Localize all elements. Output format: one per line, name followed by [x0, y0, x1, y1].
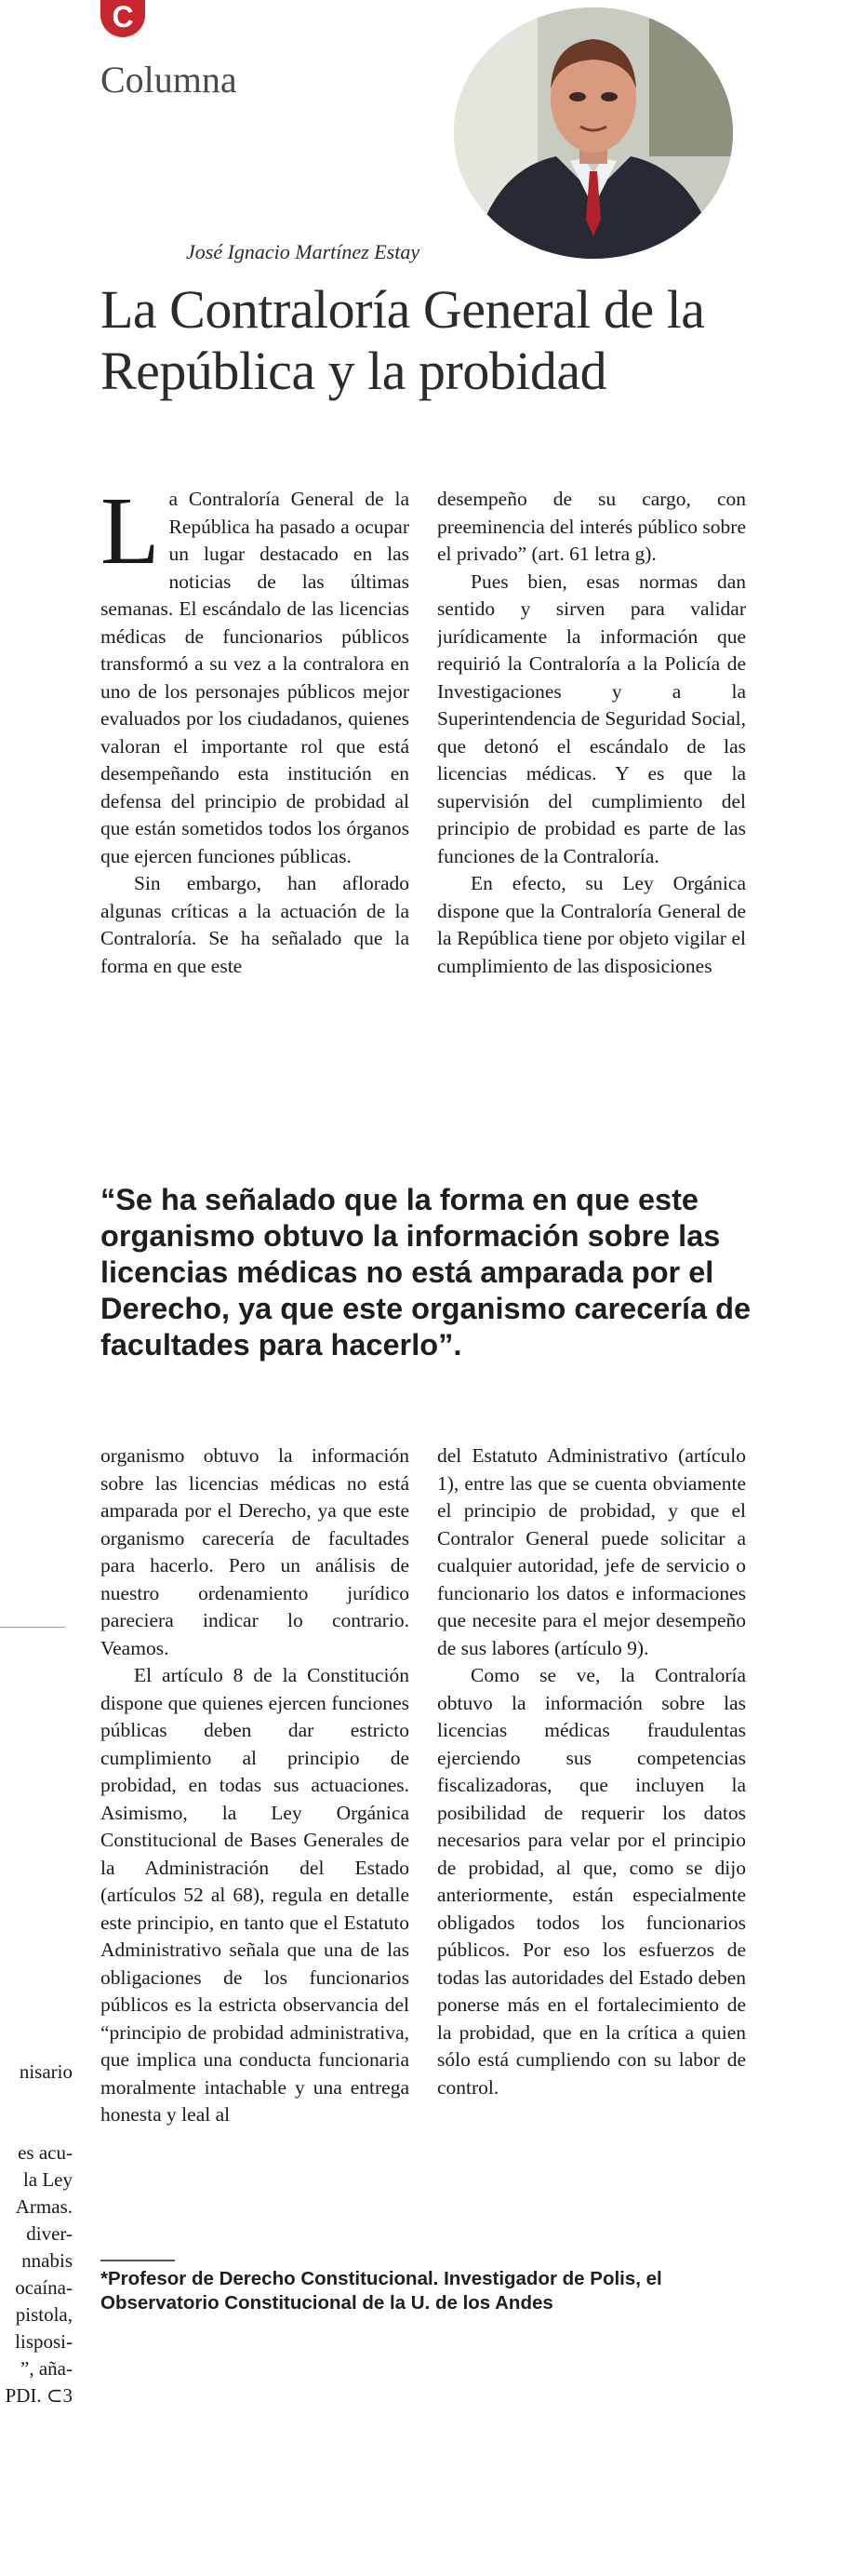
article-title: La Contraloría General de la República y la probidad: [100, 279, 705, 401]
fragment-line: ”, aña-: [20, 2357, 73, 2380]
footnote-divider: [100, 2260, 175, 2261]
fragment-line: diver-: [26, 2222, 73, 2245]
paragraph: El artículo 8 de la Constitución dispone que quienes ejercen funciones públicas deben dar estricto cumplimiento al principio de probidad, en todas sus actuaciones. Asimismo, la Ley Orgánica Constitucional de Bases Generales de la Administración del Estado (artículos 52 al 68), regula en detalle este principio, en tanto que el Estatuto Administrativo señala que una de las obligaciones de los funcionarios públicos es la estricta observancia del “principio de probidad administrativa, que implica una conducta funcionaria moralmente intachable y una entrega honesta y leal al: [100, 1664, 409, 2126]
adjacent-article-divider: [0, 1627, 65, 1628]
fragment-line: Armas.: [15, 2195, 73, 2218]
paragraph: Como se ve, la Contraloría obtuvo la información sobre las licencias médicas fraudulentas ejerciendo sus competencias fiscalizadoras, que incluyen la posibilidad de requerir los datos necesarios para velar por el principio de probidad, al que, como se dijo anteriormente, están especialmente obligados todos los funcionarios públicos. Por eso los esfuerzos de todas las autoridades del Estado deben ponerse más en el fortalecimiento de la probidad, que en la crítica a quien sólo está cumpliendo con su labor de control.: [437, 1664, 746, 2099]
section-badge: C: [100, 0, 145, 37]
upper-right-column-frame: [437, 486, 753, 1145]
fragment-line: pistola,: [15, 2303, 73, 2326]
section-label: Columna: [100, 59, 237, 101]
fragment-line: es acu-: [18, 2141, 73, 2164]
paragraph: Sin embargo, han aflorado algunas críticas a la actuación de la Contraloría. Se ha señalado que la forma en que este: [100, 872, 409, 977]
drop-cap: L: [100, 486, 160, 584]
paragraph: a Contraloría General de la República ha pasado a ocupar un lugar destacado en las noticias de las últimas semanas. El escándalo de las licencias médicas de funcionarios públicos transformó a su vez a la contralora en uno de los personajes públicos mejor evaluados por los ciudadanos, quienes valoran el importante rol que está desempeñando esta institución en defensa del principio de probidad al que están sometidos todos los órganos que ejercen funciones públicas.: [100, 488, 409, 867]
fragment-line: nisario: [19, 2060, 73, 2083]
upper-left-column-frame: [100, 486, 417, 1145]
author-portrait-icon: [454, 7, 733, 259]
lower-left-column: [100, 1442, 409, 2129]
fragment-line: ocaína-: [15, 2276, 73, 2299]
fragment-line: nnabis: [21, 2249, 73, 2272]
fragment-line: PDI. ⊂3: [5, 2384, 73, 2407]
paragraph: En efecto, su Ley Orgánica dispone que la Contraloría General de la República tiene por objeto vigilar el cumplimiento de las disposiciones: [437, 872, 746, 977]
paragraph: desempeño de su cargo, con preeminencia del interés público sobre el privado” (art. 61 letra g).: [437, 488, 746, 565]
fragment-line: lisposi-: [15, 2330, 73, 2353]
paragraph: Pues bien, esas normas dan sentido y sirven para validar jurídicamente la información que requirió la Contraloría a la Policía de Investigaciones y a la Superintendencia de Seguridad Social, que detonó el escándalo de las licencias médicas. Y es que la supervisión del cumplimiento del principio de probidad es parte de las funciones de la Contraloría.: [437, 570, 746, 867]
author-footnote: *Profesor de Derecho Constitucional. Investigador de Polis, el Observatorio Constitucional de la U. de los Andes: [100, 2268, 662, 2314]
upper-right-column: [437, 486, 746, 980]
lower-right-column: [437, 1442, 746, 2101]
fragment-line: la Ley: [22, 2168, 73, 2191]
paragraph: organismo obtuvo la información sobre las licencias médicas no está amparada por el Derecho, ya que este organismo carecería de facultades para hacerlo. Pero un análisis de nuestro ordenamiento jurídico pareciera indicar lo contrario. Veamos.: [100, 1444, 409, 1659]
upper-left-column: [100, 486, 409, 980]
adjacent-article-fragment: [0, 2059, 73, 2409]
author-byline: José Ignacio Martínez Estay: [186, 240, 420, 263]
pull-quote: “Se ha señalado que la forma en que este organismo obtuvo la información sobre las licencias médicas no está amparada por el Derecho, ya que este organismo carecería de facultades para hacerlo”.: [100, 1183, 752, 1362]
author-photo: [454, 7, 733, 259]
paragraph: del Estatuto Administrativo (artículo 1), entre las que se cuenta obviamente el principio de probidad, y que el Contralor General puede solicitar a cualquier autoridad, jefe de servicio o funcionario los datos e informaciones que necesite para el mejor desempeño de sus labores (artículo 9).: [437, 1444, 746, 1659]
